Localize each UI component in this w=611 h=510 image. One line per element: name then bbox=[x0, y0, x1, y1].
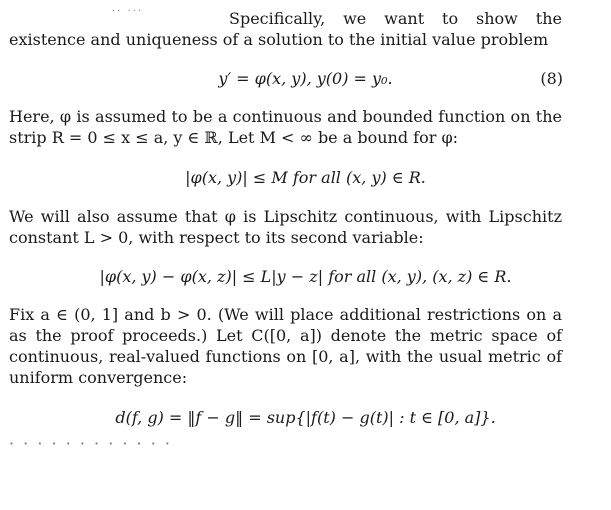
paragraph-assumption: Here, φ is assumed to be a continuous and bounded function on the strip R = 0 ≤ x ≤ a, y ∈ ℝ, Let M < ∞ be a bound for φ: bbox=[9, 107, 562, 147]
header-fragment: ·· ··· bbox=[112, 6, 144, 17]
footer-fragment bbox=[9, 434, 569, 457]
paragraph-intro: Specifically, we want to show the existence and uniqueness of a solution to the initial value problem bbox=[9, 9, 562, 49]
equation-bound: |φ(x, y)| ≤ M for all (x, y) ∈ R. bbox=[185, 168, 426, 187]
paragraph-metric-space: Fix a ∈ (0, 1] and b > 0. (We will place additional restrictions on a as the proof proceeds.) Let C([0, a]) denote the metric space of continuous, real-valued functions on [0, a], with the usual metric of uniform convergence: bbox=[9, 305, 562, 387]
equation-number: (8) bbox=[540, 69, 563, 88]
equation-initial-value-problem: y′ = φ(x, y), y(0) = y₀. bbox=[218, 69, 393, 88]
equation-lipschitz: |φ(x, y) − φ(x, z)| ≤ L|y − z| for all (x, y), (x, z) ∈ R. bbox=[99, 267, 512, 286]
footer-fragment-text: · · · · · · · · · · · · bbox=[9, 434, 172, 453]
equation-metric: d(f, g) = ‖f − g‖ = sup{|f(t) − g(t)| : t ∈ [0, a]}. bbox=[115, 408, 496, 427]
paragraph-lipschitz: We will also assume that φ is Lipschitz continuous, with Lipschitz constant L > 0, with respect to its second variable: bbox=[9, 207, 562, 247]
